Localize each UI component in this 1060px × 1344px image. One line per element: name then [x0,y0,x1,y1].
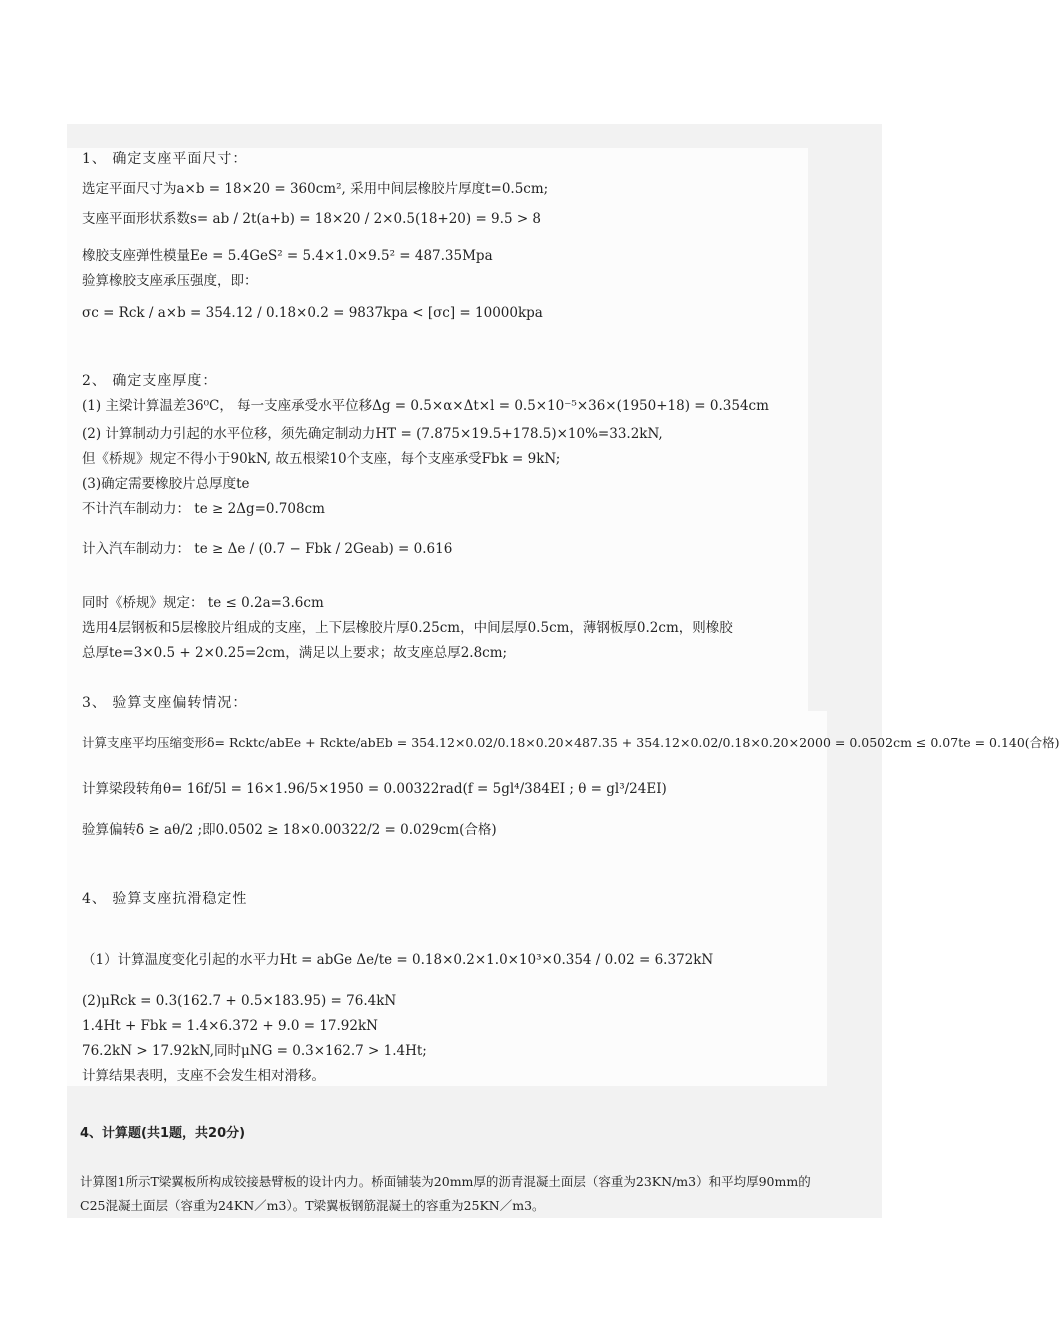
section3-line3: 验算偏转δ ≥ aθ/2 ;即0.0502 ≥ 18×0.00322/2 = 0.029cm(合格) [82,822,497,838]
section3-line1: 计算支座平均压缩变形δ= Rcktc/abEe + Rckte/abEb = 354.12×0.02/0.18×0.20×487.35 + 354.12×0.02/0.18×0.20×2000 = 0.0502cm ≤ 0.07te = 0.140(合格) [82,735,1060,750]
section4-line4: 76.2kN > 17.92kN,同时μNG = 0.3×162.7 > 1.4Ht; [82,1043,427,1059]
section4-heading: 4、 验算支座抗滑稳定性 [82,891,248,907]
section2-line7: 同时《桥规》规定： te ≤ 0.2a=3.6cm [82,595,324,611]
section2-line8: 选用4层钢板和5层橡胶片组成的支座，上下层橡胶片厚0.25cm，中间层厚0.5cm，薄钢板厚0.2cm，则橡胶 [82,620,733,636]
section2-line2: (2) 计算制动力引起的水平位移，须先确定制动力HT = (7.875×19.5+178.5)×10%=33.2kN, [82,426,663,442]
section2-line1: (1) 主梁计算温差36⁰C， 每一支座承受水平位移Δg = 0.5×α×Δt×l = 0.5×10⁻⁵×36×(1950+18) = 0.354cm [82,398,769,414]
section2-line5: 不计汽车制动力： te ≥ 2Δg=0.708cm [82,501,325,517]
section4-line3: 1.4Ht + Fbk = 1.4×6.372 + 9.0 = 17.92kN [82,1018,378,1034]
section1-line1: 选定平面尺寸为a×b = 18×20 = 360cm², 采用中间层橡胶片厚度t=0.5cm; [82,181,549,197]
section1-line4: 验算橡胶支座承压强度，即： [82,273,258,289]
section2-line6: 计入汽车制动力： te ≥ Δe / (0.7 − Fbk / 2Geab) = 0.616 [82,541,453,557]
section1-heading: 1、 确定支座平面尺寸： [82,151,248,167]
section1-line2: 支座平面形状系数s= ab / 2t(a+b) = 18×20 / 2×0.5(18+20) = 9.5 > 8 [82,211,542,227]
section3-heading: 3、 验算支座偏转情况： [82,695,248,711]
section3-line2: 计算梁段转角θ= 16f/5l = 16×1.96/5×1950 = 0.00322rad(f = 5gl⁴/384EI ; θ = gl³/24EI) [82,781,667,797]
section2-line3: 但《桥规》规定不得小于90kN, 故五根梁10个支座，每个支座承受Fbk = 9kN; [82,451,561,467]
section4-line5: 计算结果表明，支座不会发生相对滑移。 [82,1068,325,1084]
section4-line2: (2)μRck = 0.3(162.7 + 0.5×183.95) = 76.4kN [82,993,397,1009]
section2-line9: 总厚te=3×0.5 + 2×0.25=2cm，满足以上要求；故支座总厚2.8cm; [82,645,508,661]
question-paragraph-line1: 计算图1所示T梁翼板所构成铰接悬臂板的设计内力。桥面铺装为20mm厚的沥青混凝土面层（容重为23KN/m3）和平均厚90mm的 [80,1174,811,1189]
section4-line1: （1）计算温度变化引起的水平力Ht = abGe Δe/te = 0.18×0.2×1.0×10³×0.354 / 0.02 = 6.372kN [82,952,714,968]
question-title: 4、计算题(共1题，共20分) [80,1126,246,1141]
question-paragraph-line2: C25混凝土面层（容重为24KN／m3）。T梁翼板钢筋混凝土的容重为25KN／m3。 [80,1198,545,1213]
section2-heading: 2、 确定支座厚度： [82,373,218,389]
section1-line5: σc = Rck / a×b = 354.12 / 0.18×0.2 = 9837kpa < [σc] = 10000kpa [82,305,543,321]
section2-line4: (3)确定需要橡胶片总厚度te [82,476,250,492]
section1-line3: 橡胶支座弹性模量Ee = 5.4GeS² = 5.4×1.0×9.5² = 487.35Mpa [82,248,493,264]
